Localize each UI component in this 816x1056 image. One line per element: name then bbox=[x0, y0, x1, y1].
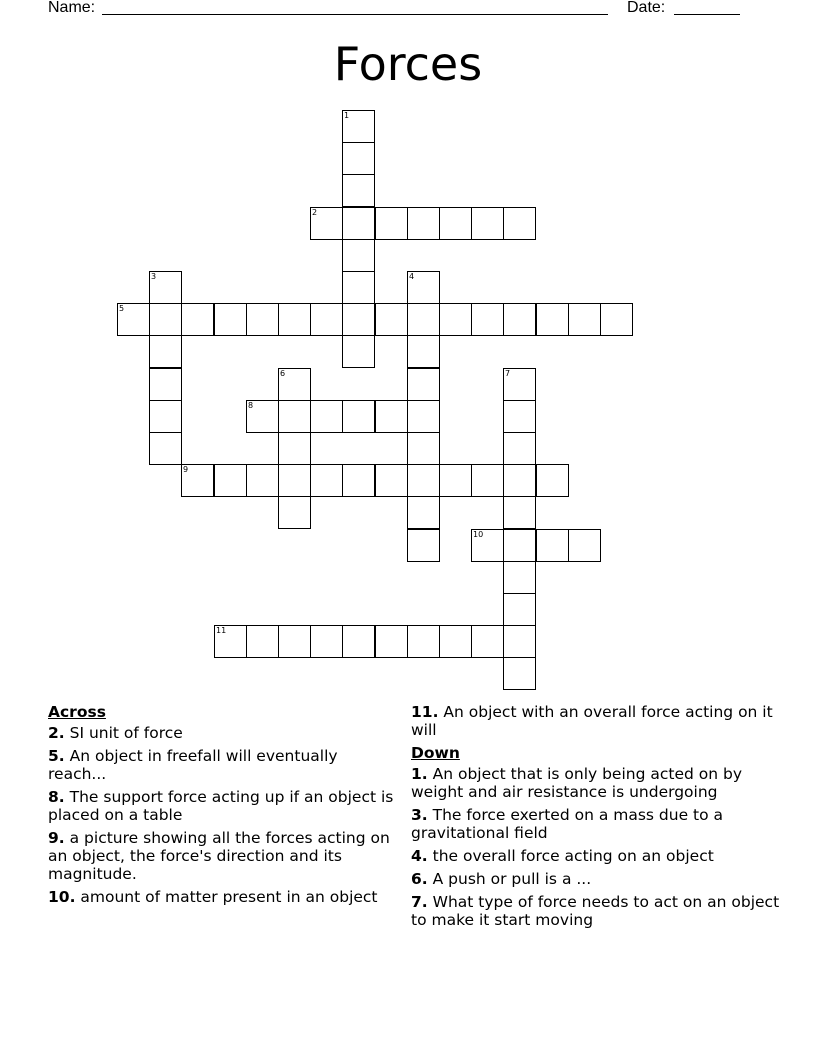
clue-number: 11. bbox=[411, 703, 439, 721]
clue-text: An object with an overall force acting on it will bbox=[411, 703, 773, 739]
crossword-cell[interactable] bbox=[342, 335, 375, 368]
crossword-cell[interactable] bbox=[149, 368, 182, 401]
cell-number: 6 bbox=[280, 369, 286, 378]
crossword-cell[interactable] bbox=[407, 625, 440, 658]
crossword-cell[interactable] bbox=[536, 464, 569, 497]
crossword-cell[interactable] bbox=[342, 207, 375, 240]
cell-number: 5 bbox=[119, 304, 125, 313]
crossword-cell[interactable] bbox=[278, 368, 311, 401]
cell-number: 9 bbox=[183, 465, 189, 474]
crossword-cell[interactable] bbox=[503, 207, 536, 240]
crossword-cell[interactable] bbox=[149, 303, 182, 336]
across-heading: Across bbox=[48, 703, 106, 721]
crossword-cell[interactable] bbox=[407, 303, 440, 336]
page-title: Forces bbox=[333, 37, 483, 91]
crossword-cell[interactable] bbox=[439, 303, 472, 336]
crossword-cell[interactable] bbox=[181, 303, 214, 336]
clue-text: An object in freefall will eventually reach... bbox=[48, 747, 338, 783]
cell-number: 10 bbox=[473, 530, 484, 539]
cell-number: 4 bbox=[409, 272, 415, 281]
clue-across-9 bbox=[48, 829, 398, 883]
crossword-cell[interactable] bbox=[503, 303, 536, 336]
crossword-cell[interactable] bbox=[536, 529, 569, 562]
crossword-cell[interactable] bbox=[278, 432, 311, 465]
clue-text: a picture showing all the forces acting on an object, the force's direction and its magnitude. bbox=[48, 829, 390, 883]
clue-text: The force exerted on a mass due to a gravitational field bbox=[411, 806, 724, 842]
crossword-cell[interactable] bbox=[471, 625, 504, 658]
clue-down-4 bbox=[411, 847, 781, 865]
clue-number: 1. bbox=[411, 765, 428, 783]
clue-down-6 bbox=[411, 870, 781, 888]
clue-text: An object that is only being acted on by weight and air resistance is undergoing bbox=[411, 765, 743, 801]
clue-number: 8. bbox=[48, 788, 65, 806]
crossword-cell[interactable] bbox=[503, 625, 536, 658]
crossword-cell[interactable] bbox=[503, 432, 536, 465]
crossword-cell[interactable] bbox=[407, 368, 440, 401]
clue-text: SI unit of force bbox=[69, 724, 183, 742]
cell-number: 7 bbox=[505, 369, 511, 378]
crossword-cell[interactable] bbox=[407, 400, 440, 433]
crossword-cell[interactable] bbox=[246, 303, 279, 336]
crossword-cell[interactable] bbox=[342, 142, 375, 175]
clue-text: The support force acting up if an object is placed on a table bbox=[48, 788, 394, 824]
clue-number: 6. bbox=[411, 870, 428, 888]
clue-text: the overall force acting on an object bbox=[432, 847, 714, 865]
clue-across-5 bbox=[48, 747, 398, 783]
crossword-cell[interactable] bbox=[503, 400, 536, 433]
crossword-cell[interactable] bbox=[310, 303, 343, 336]
crossword-cell[interactable] bbox=[375, 400, 408, 433]
crossword-cell[interactable] bbox=[439, 207, 472, 240]
crossword-cell[interactable] bbox=[149, 400, 182, 433]
clue-number: 7. bbox=[411, 893, 428, 911]
crossword-cell[interactable] bbox=[278, 400, 311, 433]
crossword-cell[interactable] bbox=[310, 207, 343, 240]
crossword-cell[interactable] bbox=[149, 432, 182, 465]
crossword-cell[interactable] bbox=[246, 464, 279, 497]
crossword-cell[interactable] bbox=[181, 464, 214, 497]
crossword-cell[interactable] bbox=[407, 207, 440, 240]
crossword-cell[interactable] bbox=[246, 625, 279, 658]
crossword-cell[interactable] bbox=[439, 464, 472, 497]
crossword-cell[interactable] bbox=[375, 464, 408, 497]
crossword-cell[interactable] bbox=[310, 464, 343, 497]
crossword-cell[interactable] bbox=[375, 625, 408, 658]
clue-number: 10. bbox=[48, 888, 76, 906]
clue-number: 3. bbox=[411, 806, 428, 824]
crossword-cell[interactable] bbox=[568, 303, 601, 336]
down-heading: Down bbox=[411, 744, 460, 762]
crossword-cell[interactable] bbox=[342, 400, 375, 433]
crossword-cell[interactable] bbox=[310, 400, 343, 433]
crossword-cell[interactable] bbox=[246, 400, 279, 433]
crossword-cell[interactable] bbox=[342, 271, 375, 304]
clue-down-7 bbox=[411, 893, 781, 929]
clue-number: 4. bbox=[411, 847, 428, 865]
crossword-cell[interactable] bbox=[214, 303, 247, 336]
clue-across-11 bbox=[411, 703, 781, 739]
cell-number: 2 bbox=[312, 208, 318, 217]
cell-number: 8 bbox=[248, 401, 254, 410]
clue-down-3 bbox=[411, 806, 781, 842]
crossword-cell[interactable] bbox=[310, 625, 343, 658]
crossword-cell[interactable] bbox=[503, 529, 536, 562]
clue-text: What type of force needs to act on an object to make it start moving bbox=[411, 893, 780, 929]
crossword-cell[interactable] bbox=[214, 625, 247, 658]
crossword-cell[interactable] bbox=[342, 625, 375, 658]
crossword-cell[interactable] bbox=[214, 464, 247, 497]
crossword-cell[interactable] bbox=[568, 529, 601, 562]
cell-number: 3 bbox=[151, 272, 157, 281]
clue-text: amount of matter present in an object bbox=[80, 888, 378, 906]
crossword-cell[interactable] bbox=[503, 593, 536, 626]
cell-number: 11 bbox=[216, 626, 227, 635]
crossword-cell[interactable] bbox=[471, 207, 504, 240]
crossword-cell[interactable] bbox=[149, 271, 182, 304]
crossword-cell[interactable] bbox=[342, 110, 375, 143]
clue-text: A push or pull is a ... bbox=[432, 870, 592, 888]
crossword-cell[interactable] bbox=[375, 207, 408, 240]
crossword-cell[interactable] bbox=[342, 239, 375, 272]
clue-across-10 bbox=[48, 888, 398, 906]
crossword-cell[interactable] bbox=[407, 464, 440, 497]
crossword-cell[interactable] bbox=[503, 561, 536, 594]
crossword-cell[interactable] bbox=[471, 303, 504, 336]
crossword-cell[interactable] bbox=[536, 303, 569, 336]
clues-column-right bbox=[411, 703, 781, 934]
crossword-cell[interactable] bbox=[342, 303, 375, 336]
crossword-cell[interactable] bbox=[278, 464, 311, 497]
crossword-cell[interactable] bbox=[600, 303, 633, 336]
crossword-cell[interactable] bbox=[407, 496, 440, 529]
clue-number: 5. bbox=[48, 747, 65, 765]
crossword-cell[interactable] bbox=[278, 303, 311, 336]
name-label: Name: bbox=[48, 0, 96, 16]
clue-number: 9. bbox=[48, 829, 65, 847]
crossword-cell[interactable] bbox=[375, 303, 408, 336]
cell-number: 1 bbox=[344, 111, 350, 120]
clues-column-left bbox=[48, 703, 398, 911]
crossword-cell[interactable] bbox=[439, 625, 472, 658]
crossword-cell[interactable] bbox=[278, 625, 311, 658]
crossword-cell[interactable] bbox=[407, 529, 440, 562]
crossword-cell[interactable] bbox=[407, 335, 440, 368]
clue-down-1 bbox=[411, 765, 781, 801]
crossword-cell[interactable] bbox=[471, 529, 504, 562]
crossword-cell[interactable] bbox=[503, 657, 536, 690]
crossword-cell[interactable] bbox=[278, 496, 311, 529]
clue-number: 2. bbox=[48, 724, 65, 742]
crossword-cell[interactable] bbox=[503, 368, 536, 401]
crossword-cell[interactable] bbox=[471, 464, 504, 497]
date-label: Date: bbox=[627, 0, 666, 16]
crossword-cell[interactable] bbox=[407, 432, 440, 465]
crossword-cell[interactable] bbox=[407, 271, 440, 304]
crossword-cell[interactable] bbox=[342, 464, 375, 497]
crossword-cell[interactable] bbox=[117, 303, 150, 336]
crossword-cell[interactable] bbox=[149, 335, 182, 368]
crossword-cell[interactable] bbox=[342, 174, 375, 207]
clue-across-8 bbox=[48, 788, 398, 824]
crossword-cell[interactable] bbox=[503, 496, 536, 529]
crossword-cell[interactable] bbox=[503, 464, 536, 497]
clue-across-2 bbox=[48, 724, 398, 742]
